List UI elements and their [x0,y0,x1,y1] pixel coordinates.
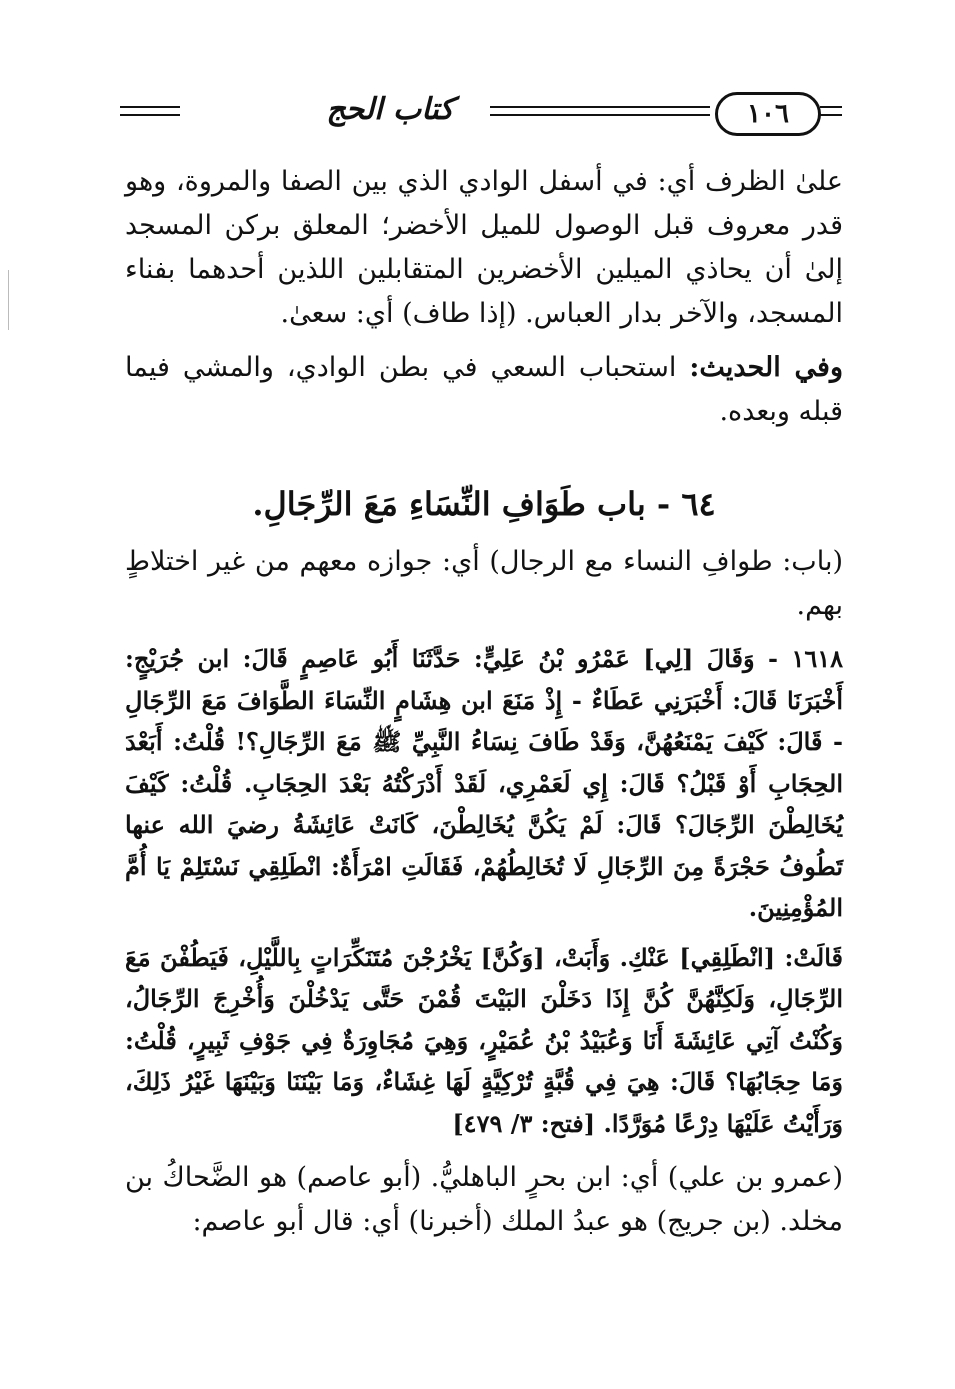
hadith-paragraph: ١٦١٨ - وَقَالَ [لِي] عَمْرُو بْنُ عَلِيٍّ: حَدَّثَنَا أَبُو عَاصِمٍ قَالَ: ابن جُرَيْجٍ: أَخْبَرَنَا قَالَ: أَخْبَرَنِي عَطَاءٌ - إِذْ مَنَعَ ابن هِشَامٍ النِّسَاءَ الطَّوَافَ مَعَ الرِّجَالِ - قَالَ: كَيْفَ يَمْنَعُهُنَّ، وَقَدْ طَافَ نِسَاءُ النَّبِيِّ ﷺ مَعَ الرِّجَالِ؟! قُلْتُ: أَبَعْدَ الحِجَابِ أَوْ قَبْلُ؟ قَالَ: إِي لَعَمْرِي، لَقَدْ أَدْرَكْتُهُ بَعْدَ الحِجَابِ. قُلْتُ: كَيْفَ يُخَالِطْنَ الرِّجَالَ؟ قَالَ: لَمْ يَكُنَّ يُخَالِطْنَ، كَانَتْ عَائِشَةُ رضيَ الله عنها تَطُوفُ حَجْرَةً مِنَ الرِّجَالِ لَا تُخَالِطُهُمْ، فَقَالَتِ امْرَأَةٌ: انْطَلِقِي نَسْتَلِمْ يَا أُمَّ المُؤْمِنِينَ. [125,644,843,922]
header-rule-right-1 [820,106,842,108]
chapter-explanation: (باب: طوافِ النساء مع الرجال) أي: جوازه معهم من غير اختلاطٍ بهم. [125,546,843,621]
header-rule-mid-2 [490,114,710,116]
header-rule-left-1 [120,106,180,108]
commentary-paragraph: (عمرو بن علي) أي: ابن بحرٍ الباهليُّ. (أبو عاصم) هو الضَّحاكُ بن مخلد. (بن جريج) هو عبدُ الملك (أخبرنا) أي: قال أبو عاصم: [125,1162,843,1237]
header-rule-left-2 [120,114,180,116]
running-title: كتاب الحج [326,92,454,127]
margin-mark [8,270,9,330]
chapter-title: ٦٤ - باب طَوَافِ النِّسَاءِ مَعَ الرِّجَالِ. [252,485,716,523]
header-rule-mid-1 [490,106,710,108]
hadith-lead: وفي الحديث: [689,352,843,383]
hadith-benefit-text: استحباب السعي في بطن الوادي، والمشي فيما قبله وبعده. [125,352,843,427]
hadith-paragraph: قَالَتْ: [انْطَلِقِي] عَنْكِ. وَأَبَتْ، [وَكُنَّ] يَخْرُجْنَ مُتَنَكِّرَاتٍ بِاللَّيْلِ، فَيَطُفْنَ مَعَ الرِّجَالِ، وَلَكِنَّهُنَّ كُنَّ إِذَا دَخَلْنَ البَيْتَ قُمْنَ حَتَّى يَدْخُلْنَ وَأُخْرِجَ الرِّجَالُ، وَكُنْتُ آتِي عَائِشَةَ أَنَا وَعُبَيْدُ بْنُ عُمَيْرٍ، وَهِيَ مُجَاوِرَةٌ فِي جَوْفِ ثَبِيرٍ، قُلْتُ: وَمَا حِجَابُهَا؟ قَالَ: هِيَ فِي قُبَّةٍ تُرْكِيَّةٍ لَهَا غِشَاءٌ، وَمَا بَيْنَنَا وَبَيْنَهَا غَيْرُ ذَلِكَ، وَرَأَيْتُ عَلَيْهَا دِرْعًا مُوَرَّدًا. [فتح: ٣/ ٤٧٩] [125,942,843,1138]
hadith-block [125,638,843,1144]
hadith-benefit-paragraph [125,346,843,434]
page-number: ١٠٦ [715,92,821,136]
intro-paragraph: علىٰ الظرف أي: في أسفل الوادي الذي بين الصفا والمروة، وهو قدر معروف قبل الوصول للميل الأخضر؛ المعلق بركن المسجد إلىٰ أن يحاذي الميلين الأخضرين المتقابلين اللذين أحدهما بفناء المسجد، والآخر بدار العباس. (إذا طاف) أي: سعىٰ. [125,166,843,329]
header-rule-right-2 [820,114,842,116]
page-body [125,160,843,1254]
page-header [120,88,842,138]
